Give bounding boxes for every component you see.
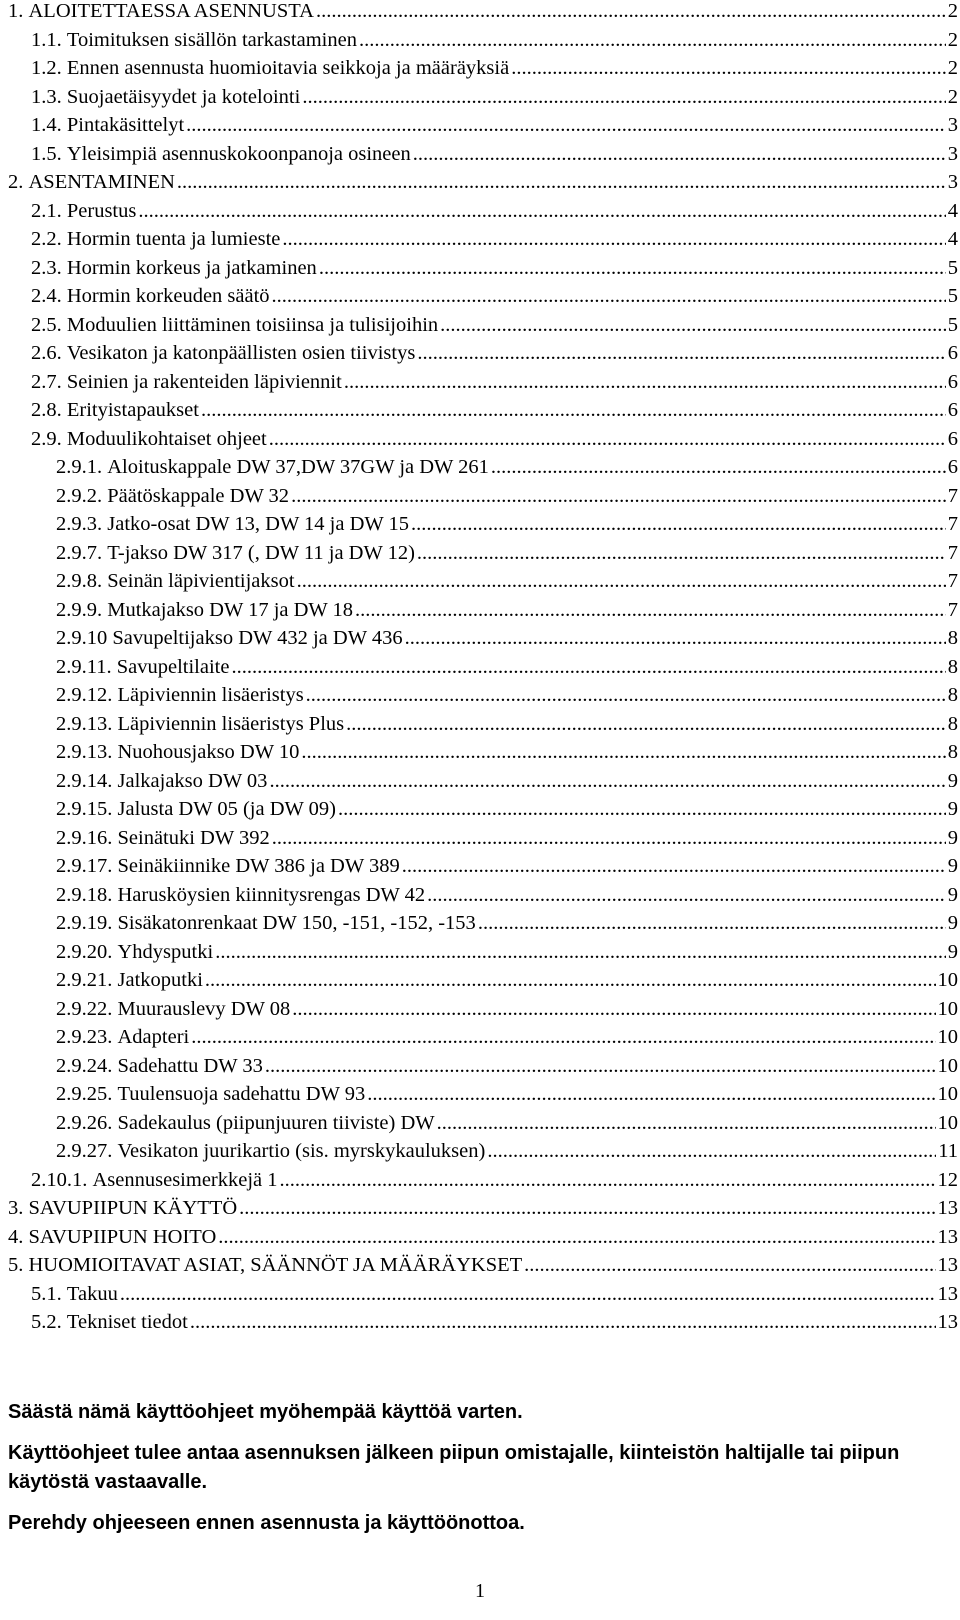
- toc-entry-title: Suojaetäisyydet ja kotelointi: [66, 85, 301, 108]
- toc-entry-number: 2.9.8.: [56, 570, 103, 592]
- toc-entry-page: 2: [947, 85, 958, 108]
- toc-entry-page: 13: [937, 1197, 958, 1219]
- toc-entry-page: 7: [947, 598, 958, 621]
- toc-leader-dots: [282, 228, 945, 251]
- toc-entry[interactable]: [8, 798, 958, 827]
- note-hand-over: Käyttöohjeet tulee antaa asennuksen jälkeen piipun omistajalle, kiinteistön haltijalle tai piipun käytöstä vastaavalle.: [8, 1442, 900, 1493]
- toc-entry[interactable]: [8, 1055, 958, 1084]
- toc-entry-title: Tuulensuoja sadehattu DW 93: [117, 1083, 366, 1105]
- toc-entry-page: 13: [937, 1225, 958, 1248]
- toc-entry-title: Seinätuki DW 392: [117, 826, 270, 849]
- toc-entry-title: Seinäkiinnike DW 386 ja DW 389: [117, 855, 400, 877]
- toc-entry-number: 2.9.18.: [56, 883, 113, 906]
- toc-entry-title: ALOITETTAESSA ASENNUSTA: [28, 0, 314, 22]
- toc-entry-number: 4.: [8, 1225, 24, 1248]
- toc-entry[interactable]: [8, 456, 958, 485]
- toc-entry-page: 8: [947, 684, 958, 706]
- toc-entry-number: 2.9.13.: [56, 712, 113, 735]
- toc-entry[interactable]: [8, 171, 958, 200]
- toc-leader-dots: [190, 1311, 936, 1334]
- toc-entry-page: 9: [947, 798, 958, 820]
- toc-entry-number: 2.9.17.: [56, 855, 113, 877]
- toc-entry-title: T-jakso DW 317 (, DW 11 ja DW 12): [107, 541, 415, 564]
- toc-entry-number: 1.4.: [31, 114, 62, 136]
- toc-entry[interactable]: [8, 257, 958, 286]
- toc-leader-dots: [280, 1169, 936, 1192]
- toc-entry[interactable]: [8, 656, 958, 685]
- toc-leader-dots: [440, 314, 946, 337]
- toc-leader-dots: [301, 741, 945, 764]
- toc-leader-dots: [231, 656, 945, 679]
- toc-entry-number: 2.9.16.: [56, 826, 113, 849]
- toc-entry-title: Aloituskappale DW 37,DW 37GW ja DW 261: [107, 456, 489, 478]
- toc-leader-dots: [201, 399, 946, 422]
- toc-entry-number: 2.9.26.: [56, 1111, 113, 1134]
- toc-entry[interactable]: [8, 912, 958, 941]
- toc-entry[interactable]: [8, 57, 958, 86]
- toc-leader-dots: [405, 627, 946, 650]
- toc-entry[interactable]: [8, 1226, 958, 1255]
- toc-entry-title: Perustus: [66, 199, 137, 222]
- toc-entry-title: Jalusta DW 05 (ja DW 09): [117, 798, 336, 820]
- toc-entry-title: SAVUPIIPUN HOITO: [28, 1225, 217, 1248]
- toc-entry-page: 8: [947, 712, 958, 735]
- toc-entry-number: 1.5.: [31, 142, 62, 165]
- toc-leader-dots: [265, 1055, 936, 1078]
- toc-entry[interactable]: [8, 0, 958, 29]
- toc-entry-number: 2.9.12.: [56, 684, 113, 706]
- toc-entry-number: 2.9.13.: [56, 741, 113, 763]
- toc-entry-page: 5: [947, 313, 958, 336]
- toc-entry-title: SAVUPIIPUN KÄYTTÖ: [28, 1197, 238, 1219]
- toc-entry-title: Erityistapaukset: [66, 399, 199, 421]
- toc-entry[interactable]: [8, 399, 958, 428]
- toc-entry[interactable]: [8, 1083, 958, 1112]
- toc-entry-title: Moduulien liittäminen toisiinsa ja tulisijoihin: [66, 313, 439, 336]
- toc-entry[interactable]: [8, 1026, 958, 1055]
- toc-leader-dots: [218, 1226, 935, 1249]
- toc-entry-page: 8: [947, 655, 958, 678]
- toc-entry[interactable]: [8, 884, 958, 913]
- toc-entry-number: 1.3.: [31, 85, 62, 108]
- toc-leader-dots: [411, 513, 946, 536]
- toc-entry[interactable]: [8, 570, 958, 599]
- toc-entry[interactable]: [8, 770, 958, 799]
- toc-entry-title: Nuohousjakso DW 10: [117, 741, 300, 763]
- toc-leader-dots: [291, 485, 946, 508]
- toc-entry-title: Hormin korkeuden säätö: [66, 285, 270, 307]
- toc-entry-number: 2.9.9.: [56, 598, 103, 621]
- toc-entry-page: 9: [947, 826, 958, 849]
- toc-entry-number: 2.4.: [31, 285, 62, 307]
- toc-entry[interactable]: [8, 941, 958, 970]
- toc-entry[interactable]: [8, 627, 958, 656]
- toc-entry-title: Jatkoputki: [117, 969, 203, 991]
- toc-entry-number: 2.9.7.: [56, 541, 103, 564]
- toc-entry-page: 6: [947, 399, 958, 421]
- toc-entry[interactable]: [8, 1197, 958, 1226]
- toc-entry-page: 8: [947, 627, 958, 649]
- toc-entry[interactable]: [8, 827, 958, 856]
- toc-leader-dots: [344, 371, 946, 394]
- toc-leader-dots: [215, 941, 946, 964]
- toc-entry-title: Läpiviennin lisäeristys Plus: [117, 712, 345, 735]
- toc-entry-number: 1.: [8, 0, 24, 22]
- toc-entry[interactable]: [8, 428, 958, 457]
- toc-entry[interactable]: [8, 143, 958, 172]
- toc-entry-title: Asennusesimerkkejä 1: [92, 1168, 278, 1191]
- toc-entry-title: Takuu: [66, 1282, 118, 1305]
- toc-entry-page: 2: [947, 28, 958, 51]
- toc-entry-page: 3: [947, 114, 958, 136]
- toc-entry-page: 4: [947, 199, 958, 222]
- toc-entry-number: 2.5.: [31, 313, 62, 336]
- toc-entry[interactable]: [8, 513, 958, 542]
- toc-entry-title: Seinien ja rakenteiden läpiviennit: [66, 370, 342, 393]
- toc-entry-page: 9: [947, 855, 958, 877]
- toc-leader-dots: [417, 542, 946, 565]
- toc-entry-number: 2.9.3.: [56, 513, 103, 535]
- toc-entry-title: Vesikaton ja katonpäällisten osien tiivistys: [66, 342, 416, 364]
- toc-entry-number: 1.1.: [31, 28, 62, 51]
- toc-entry-title: ASENTAMINEN: [28, 171, 175, 193]
- toc-entry-title: Mutkajakso DW 17 ja DW 18: [107, 598, 354, 621]
- toc-leader-dots: [292, 998, 935, 1021]
- toc-entry-page: 7: [947, 541, 958, 564]
- toc-entry[interactable]: [8, 969, 958, 998]
- toc-entry-page: 9: [947, 769, 958, 792]
- toc-entry-page: 10: [937, 1054, 958, 1077]
- toc-entry[interactable]: [8, 371, 958, 400]
- toc-entry-number: 2.10.1.: [31, 1168, 88, 1191]
- toc-entry-number: 2.2.: [31, 228, 62, 250]
- toc-entry-page: 4: [947, 228, 958, 250]
- toc-leader-dots: [272, 827, 946, 850]
- toc-leader-dots: [402, 855, 946, 878]
- toc-entry-title: Moduulikohtaiset ohjeet: [66, 427, 267, 450]
- toc-entry-number: 2.1.: [31, 199, 62, 222]
- toc-leader-dots: [437, 1112, 936, 1135]
- toc-entry[interactable]: [8, 713, 958, 742]
- toc-entry-number: 2.7.: [31, 370, 62, 393]
- toc-leader-dots: [177, 171, 946, 194]
- toc-entry-title: Adapteri: [117, 1026, 190, 1048]
- toc-entry-page: 13: [937, 1282, 958, 1305]
- toc-leader-dots: [427, 884, 946, 907]
- toc-entry-number: 2.9.14.: [56, 769, 113, 792]
- toc-leader-dots: [413, 143, 946, 166]
- toc-leader-dots: [269, 770, 945, 793]
- toc-entry-title: Yleisimpiä asennuskokoonpanoja osineen: [66, 142, 411, 165]
- toc-entry-number: 2.9.20.: [56, 940, 113, 963]
- toc-entry-page: 10: [937, 1083, 958, 1105]
- toc-entry-page: 10: [937, 1111, 958, 1134]
- toc-entry[interactable]: [8, 29, 958, 58]
- toc-entry[interactable]: [8, 1112, 958, 1141]
- toc-entry-number: 2.9.21.: [56, 969, 113, 991]
- toc-entry-page: 6: [947, 342, 958, 364]
- toc-entry[interactable]: [8, 314, 958, 343]
- toc-leader-dots: [272, 285, 946, 308]
- toc-entry-number: 2.9.19.: [56, 912, 113, 934]
- toc-entry-number: 2.9.10: [56, 627, 108, 649]
- toc-entry-number: 2.9.24.: [56, 1054, 113, 1077]
- toc-entry-title: Savupeltijakso DW 432 ja DW 436: [112, 627, 403, 649]
- toc-entry-number: 2.8.: [31, 399, 62, 421]
- toc-leader-dots: [511, 57, 946, 80]
- toc-leader-dots: [338, 798, 946, 821]
- toc-entry-number: 1.2.: [31, 57, 62, 79]
- toc-entry-number: 2.3.: [31, 256, 62, 279]
- toc-entry[interactable]: [8, 741, 958, 770]
- toc-entry-number: 2.9.27.: [56, 1140, 113, 1162]
- toc-entry-page: 7: [947, 513, 958, 535]
- toc-entry-title: Seinän läpivientijaksot: [107, 570, 295, 592]
- toc-entry-page: 9: [947, 912, 958, 934]
- toc-leader-dots: [359, 29, 946, 52]
- toc-entry-title: Hormin korkeus ja jatkaminen: [66, 256, 317, 279]
- toc-entry-number: 2.9.1.: [56, 456, 103, 478]
- toc-entry-title: Ennen asennusta huomioitavia seikkoja ja määräyksiä: [66, 57, 510, 79]
- page-number: 1: [475, 1580, 485, 1602]
- toc-leader-dots: [297, 570, 946, 593]
- note-save: Säästä nämä käyttöohjeet myöhempää käyttöä varten.: [8, 1401, 523, 1423]
- toc-entry-title: Yhdysputki: [117, 940, 214, 963]
- toc-entry-page: 6: [947, 456, 958, 478]
- toc-entry-number: 2.9.25.: [56, 1083, 113, 1105]
- toc-entry-page: 10: [937, 1026, 958, 1048]
- toc-entry[interactable]: [8, 1254, 958, 1283]
- toc-entry-title: Harusköysien kiinnitysrengas DW 42: [117, 883, 426, 906]
- toc-leader-dots: [478, 912, 946, 935]
- toc-entry-page: 5: [947, 256, 958, 279]
- toc-entry-title: Päätöskappale DW 32: [107, 484, 290, 507]
- toc-entry[interactable]: [8, 855, 958, 884]
- toc-entry-title: Pintakäsittelyt: [66, 114, 185, 136]
- toc-entry-title: Sadehattu DW 33: [117, 1054, 263, 1077]
- toc-leader-dots: [138, 200, 945, 223]
- toc-entry-title: Tekniset tiedot: [66, 1311, 188, 1333]
- toc-entry-page: 6: [947, 370, 958, 393]
- toc-entry-number: 2.9.11.: [56, 655, 112, 678]
- toc-entry-page: 13: [937, 1311, 958, 1333]
- toc-entry-title: HUOMIOITAVAT ASIAT, SÄÄNNÖT JA MÄÄRÄYKSET: [28, 1254, 523, 1276]
- toc-entry[interactable]: [8, 485, 958, 514]
- toc-entry[interactable]: [8, 1169, 958, 1198]
- toc-entry[interactable]: [8, 1140, 958, 1169]
- toc-entry-page: 11: [938, 1140, 958, 1162]
- toc-entry-page: 9: [947, 883, 958, 906]
- toc-entry-title: Läpiviennin lisäeristys: [117, 684, 304, 706]
- toc-entry-number: 2.9.22.: [56, 997, 113, 1020]
- toc-entry[interactable]: [8, 228, 958, 257]
- toc-leader-dots: [269, 428, 946, 451]
- toc-leader-dots: [319, 257, 946, 280]
- toc-leader-dots: [346, 713, 946, 736]
- toc-entry-number: 5.1.: [31, 1282, 62, 1305]
- toc-leader-dots: [302, 86, 945, 109]
- toc-entry-title: Sadekaulus (piipunjuuren tiiviste) DW: [117, 1111, 435, 1134]
- note-read: Perehdy ohjeeseen ennen asennusta ja käyttöönottoa.: [8, 1512, 525, 1534]
- toc-entry[interactable]: [8, 200, 958, 229]
- toc-entry-number: 5.2.: [31, 1311, 62, 1333]
- toc-entry-page: 6: [947, 427, 958, 450]
- toc-entry-title: Jatko-osat DW 13, DW 14 ja DW 15: [107, 513, 410, 535]
- toc-entry[interactable]: [8, 1311, 958, 1340]
- toc-leader-dots: [191, 1026, 935, 1049]
- toc-entry-title: Jalkajakso DW 03: [117, 769, 268, 792]
- toc-entry-title: Hormin tuenta ja lumieste: [66, 228, 281, 250]
- toc-entry-title: Muurauslevy DW 08: [117, 997, 291, 1020]
- toc-entry[interactable]: [8, 684, 958, 713]
- toc-entry-page: 5: [947, 285, 958, 307]
- toc-entry-page: 3: [947, 171, 958, 193]
- table-of-contents: [8, 0, 958, 1340]
- toc-entry-page: 2: [947, 57, 958, 79]
- toc-entry-page: 10: [937, 997, 958, 1020]
- toc-leader-dots: [306, 684, 946, 707]
- toc-entry-page: 12: [937, 1168, 958, 1191]
- toc-entry-page: 7: [947, 484, 958, 507]
- toc-leader-dots: [120, 1283, 936, 1306]
- instruction-notes: [8, 1398, 948, 1550]
- toc-entry[interactable]: [8, 998, 958, 1027]
- toc-entry-page: 9: [947, 940, 958, 963]
- toc-leader-dots: [417, 342, 945, 365]
- toc-leader-dots: [355, 599, 946, 622]
- toc-entry-number: 2.: [8, 171, 24, 193]
- toc-entry-title: Toimituksen sisällön tarkastaminen: [66, 28, 357, 51]
- toc-entry-page: 10: [937, 969, 958, 991]
- toc-entry[interactable]: [8, 599, 958, 628]
- toc-entry-number: 2.9.: [31, 427, 62, 450]
- toc-entry[interactable]: [8, 114, 958, 143]
- toc-entry-title: Savupeltilaite: [116, 655, 230, 678]
- toc-leader-dots: [487, 1140, 936, 1163]
- toc-entry-page: 8: [947, 741, 958, 763]
- toc-leader-dots: [239, 1197, 935, 1220]
- toc-entry-title: Vesikaton juurikartio (sis. myrskykauluksen): [117, 1140, 486, 1162]
- toc-leader-dots: [491, 456, 946, 479]
- toc-entry[interactable]: [8, 1283, 958, 1312]
- toc-entry-page: 3: [947, 142, 958, 165]
- toc-entry-number: 2.9.23.: [56, 1026, 113, 1048]
- toc-entry-number: 3.: [8, 1197, 24, 1219]
- toc-leader-dots: [205, 969, 936, 992]
- toc-entry-page: 13: [937, 1254, 958, 1276]
- toc-entry-number: 2.6.: [31, 342, 62, 364]
- toc-leader-dots: [367, 1083, 935, 1106]
- toc-entry-number: 2.9.2.: [56, 484, 103, 507]
- toc-entry[interactable]: [8, 285, 958, 314]
- toc-entry[interactable]: [8, 342, 958, 371]
- toc-leader-dots: [186, 114, 946, 137]
- toc-entry-page: 7: [947, 570, 958, 592]
- toc-entry-number: 5.: [8, 1254, 24, 1276]
- toc-entry[interactable]: [8, 86, 958, 115]
- toc-entry-number: 2.9.15.: [56, 798, 113, 820]
- toc-entry-title: Sisäkatonrenkaat DW 150, -151, -152, -153: [117, 912, 476, 934]
- toc-entry-page: 2: [947, 0, 958, 22]
- toc-leader-dots: [316, 0, 946, 23]
- toc-leader-dots: [524, 1254, 935, 1277]
- toc-entry[interactable]: [8, 542, 958, 571]
